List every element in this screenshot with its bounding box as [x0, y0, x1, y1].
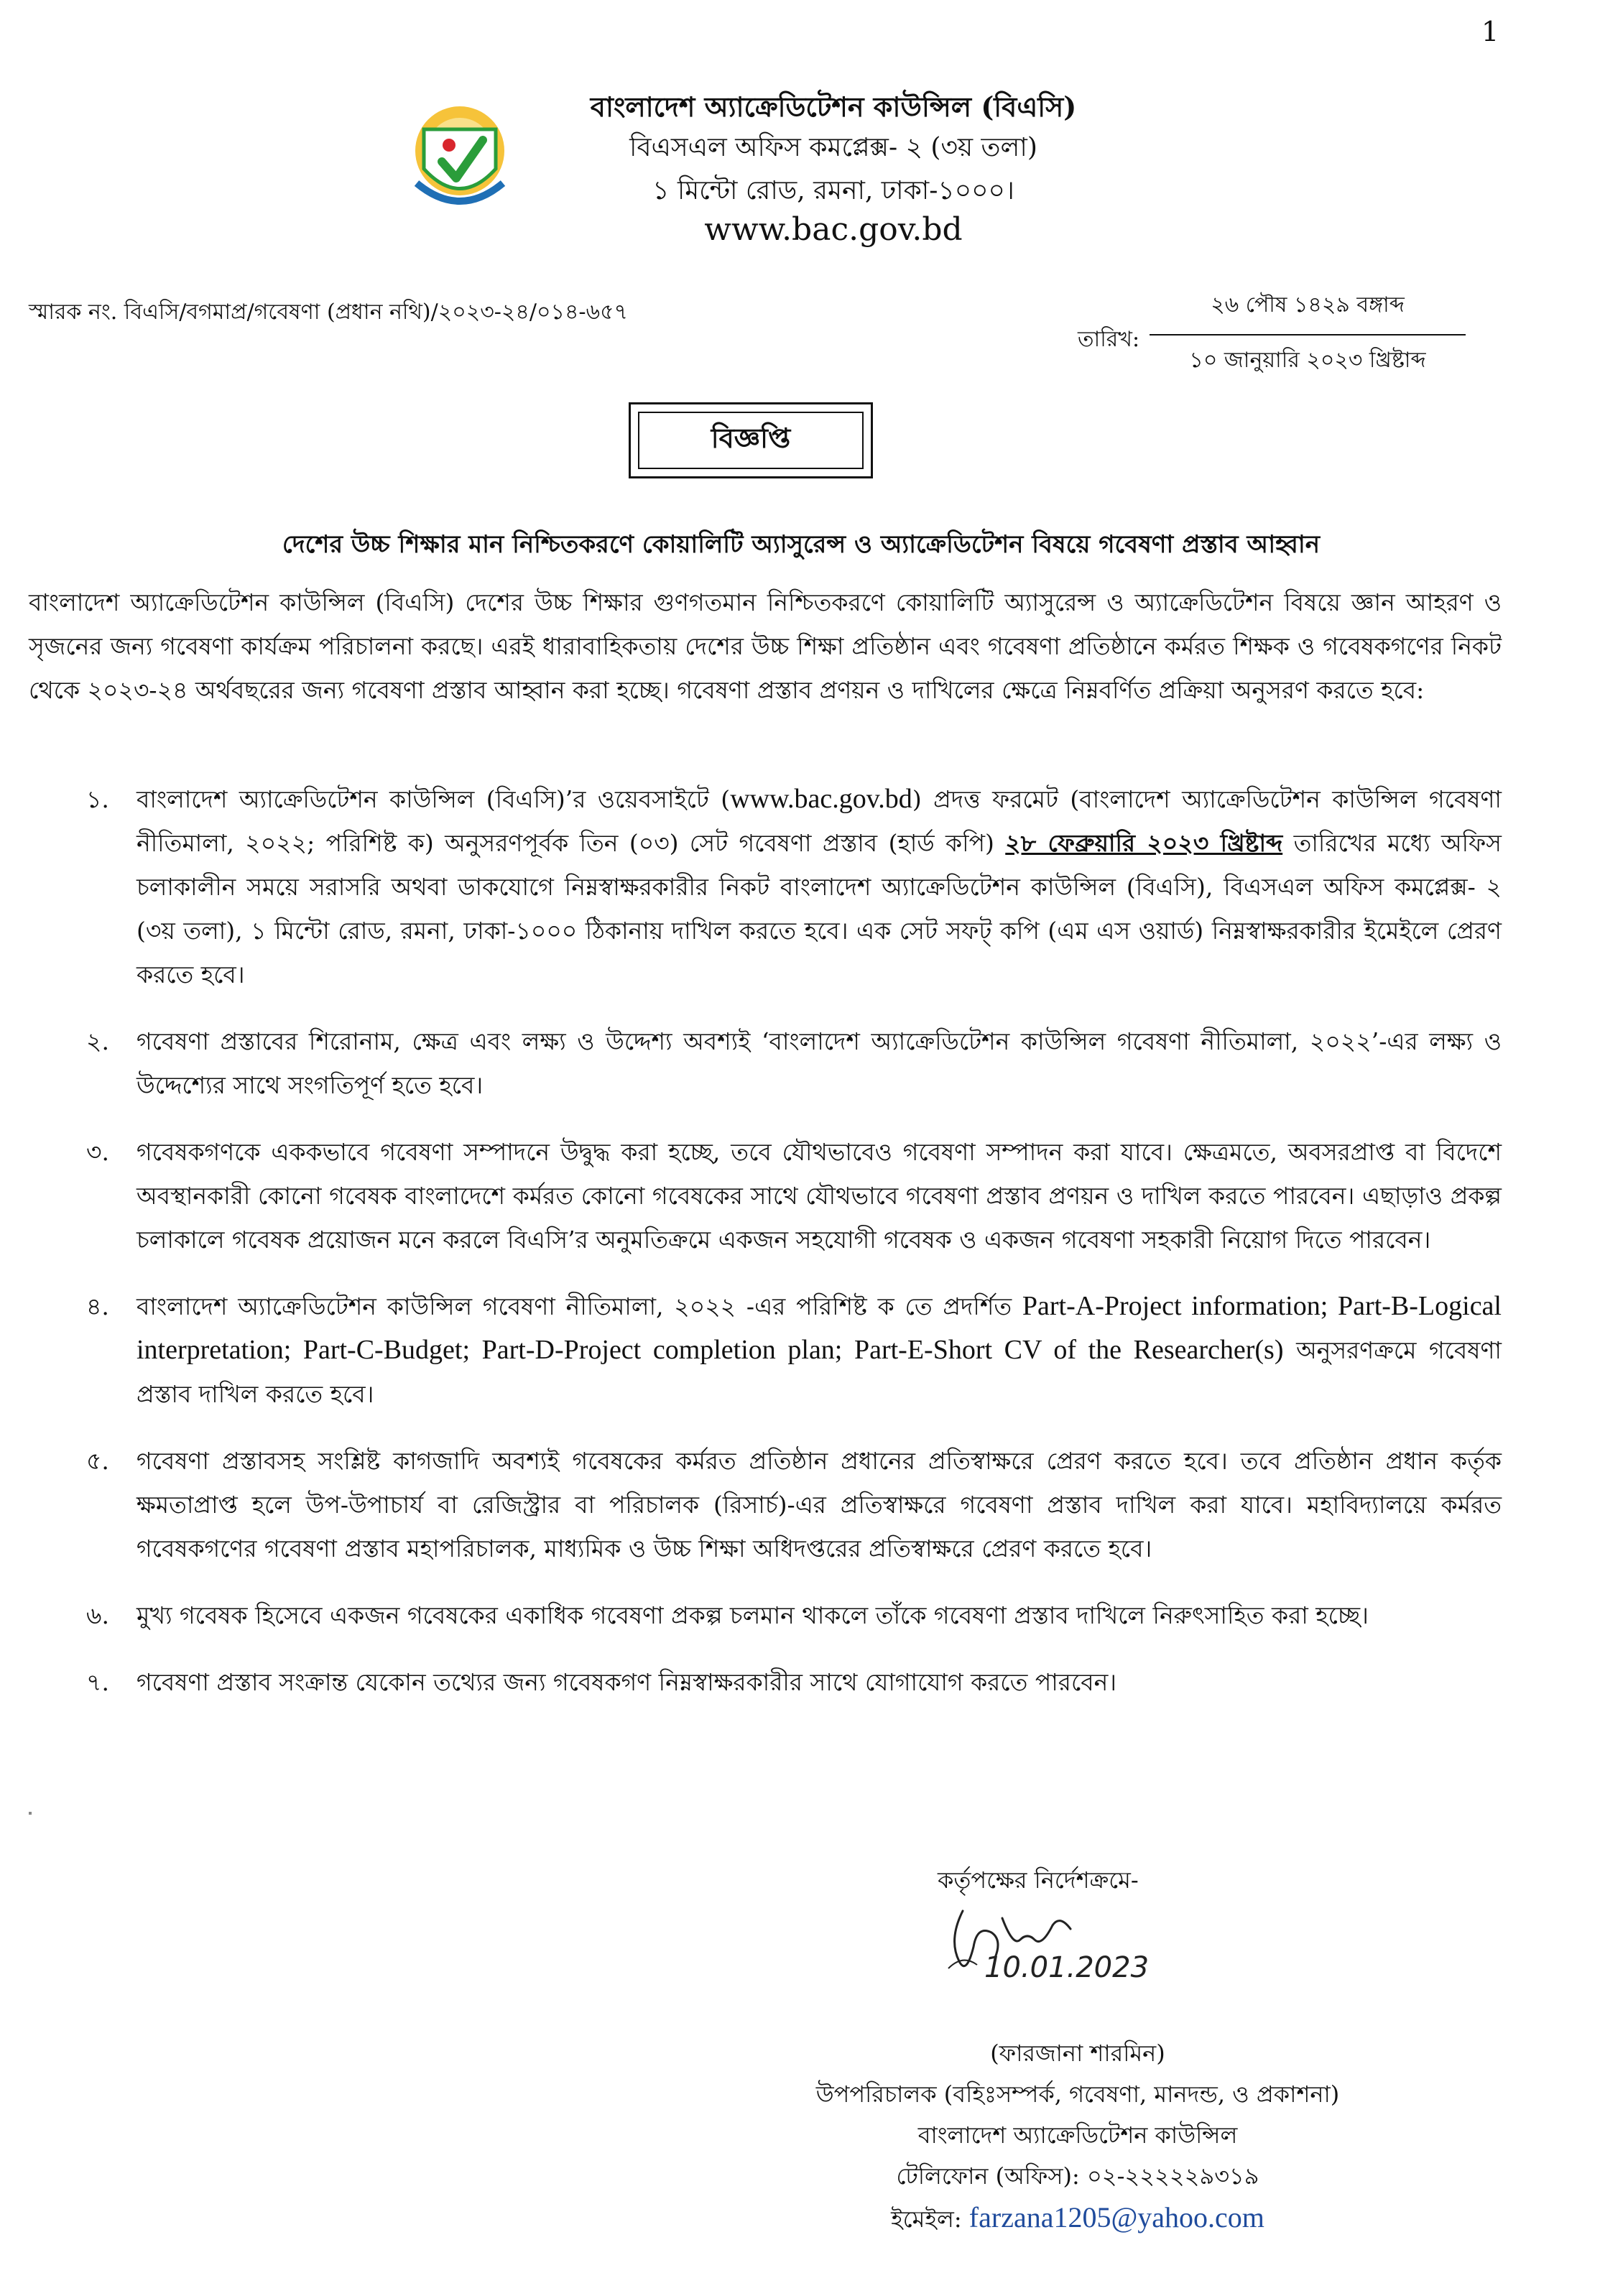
item-text: গবেষণা প্রস্তাব সংক্রান্ত যেকোন তথ্যের জন্য গবেষকগণ নিম্নস্বাক্ষরকারীর সাথে যোগাযোগ করতে পারবেন। — [137, 1668, 1117, 1696]
signatory-organization: বাংলাদেশ অ্যাক্রেডিটেশন কাউন্সিল — [917, 2121, 1238, 2149]
list-item — [29, 1593, 1502, 1637]
date-english: ১০ জানুয়ারি ২০২৩ খ্রিষ্টাব্দ — [1189, 348, 1426, 373]
notice-title-box — [629, 402, 873, 478]
email-label: ইমেইল: — [891, 2205, 969, 2233]
deadline-date: ২৮ ফেব্রুয়ারি ২০২৩ খ্রিষ্টাব্দ — [1005, 829, 1283, 857]
signatory-block — [718, 2033, 1437, 2240]
signatory-email-line — [718, 2197, 1437, 2240]
item-number: ৩. — [86, 1138, 109, 1166]
address-line-2: ১ মিন্টো রোড, রমনা, ঢাকা-১০০০। — [652, 176, 1014, 205]
item-text: মুখ্য গবেষক হিসেবে একজন গবেষকের একাধিক গবেষণা প্রকল্প চলমান থাকলে তাঁকে গবেষণা প্রস্তাব দাখিলে নিরুৎসাহিত করা হচ্ছে। — [137, 1601, 1369, 1629]
memo-number: স্মারক নং. বিএসি/বগমাপ্র/গবেষণা (প্রধান নথি)/২০২৩-২৪/০১৪-৬৫৭ — [29, 300, 629, 325]
stray-mark — [29, 1812, 32, 1815]
email-address[interactable]: farzana1205@yahoo.com — [968, 2201, 1264, 2233]
date-bangla: ২৬ পৌষ ১৪২৯ বঙ্গাব্দ — [1150, 287, 1466, 335]
handwritten-signature — [934, 1897, 1221, 1990]
authority-line: কর্তৃপক্ষের নির্দেশক্রমে- — [938, 1866, 1139, 1894]
item-number: ৫. — [86, 1447, 109, 1475]
item-text: গবেষণা প্রস্তাবসহ সংশ্লিষ্ট কাগজাদি অবশ্যই গবেষকের কর্মরত প্রতিষ্ঠান প্রধানের প্রতিস্বাক্ষরে প্রেরণ করতে হবে। তবে প্রতিষ্ঠান প্রধান কর্তৃক ক্ষমতাপ্রাপ্ত হলে উপ-উপাচার্য বা রেজিস্ট্রার বা পরিচালক (রিসার্চ)-এর প্রতিস্বাক্ষরে গবেষণা প্রস্তাব দাখিল করা যাবে। মহাবিদ্যালয়ে কর্মরত গবেষকগণের গবেষণা প্রস্তাব মহাপরিচালক, মাধ্যমিক ও উচ্চ শিক্ষা অধিদপ্তরের প্রতিস্বাক্ষরে প্রেরণ করতে হবে। — [137, 1447, 1502, 1563]
website-link: www.bac.gov.bd — [730, 784, 912, 814]
address-line-1: বিএসএল অফিস কমপ্লেক্স- ২ (৩য় তলা) — [629, 133, 1037, 162]
org-name: বাংলাদেশ অ্যাক্রেডিটেশন কাউন্সিল (বিএসি) — [590, 91, 1077, 123]
signatory-phone: টেলিফোন (অফিস): ০২-২২২২২৯৩১৯ — [896, 2162, 1259, 2190]
signatory-designation: উপপরিচালক (বহিঃসম্পর্ক, গবেষণা, মানদন্ড, ও প্রকাশনা) — [815, 2080, 1340, 2108]
item-text: বাংলাদেশ অ্যাক্রেডিটেশন কাউন্সিল (বিএসি)’র ওয়েবসাইটে ( — [137, 785, 731, 813]
list-item — [29, 1439, 1502, 1570]
proposal-parts: Part-A-Project information; Part-B-Logical interpretation; Part-C-Budget; Part-D-Project completion plan; Part-E-Short CV of the Researcher(s) — [137, 1291, 1502, 1365]
notice-title: বিজ্ঞপ্তি — [638, 412, 864, 469]
item-text: ) প্রদত্ত ফরমেট (বাংলাদেশ অ্যাক্রেডিটেশন কাউন্সিল গবেষণা নীতিমালা, ২০২২; পরিশিষ্ট ক) অনুসরণপূর্বক তিন (০৩) সেট গবেষণা প্রস্তাব (হার্ড কপি) — [137, 785, 1502, 857]
date-block — [1150, 287, 1466, 379]
item-text: গবেষণা প্রস্তাবের শিরোনাম, ক্ষেত্র এবং লক্ষ্য ও উদ্দেশ্য অবশ্যই ‘বাংলাদেশ অ্যাক্রেডিটেশন কাউন্সিল গবেষণা নীতিমালা, ২০২২’-এর লক্ষ্য ও উদ্দেশ্যের সাথে সংগতিপূর্ণ হতে হবে। — [137, 1027, 1502, 1099]
signatory-name: (ফারজানা শারমিন) — [990, 2040, 1165, 2067]
page-number: 1 — [1481, 16, 1499, 47]
item-number: ৬. — [86, 1601, 109, 1629]
list-item — [29, 1130, 1502, 1262]
subject-heading: দেশের উচ্চ শিক্ষার মান নিশ্চিতকরণে কোয়ালিটি অ্যাসুরেন্স ও অ্যাক্রেডিটেশন বিষয়ে গবেষণা প্রস্তাব আহ্বান — [282, 530, 1321, 559]
list-item — [29, 1019, 1502, 1107]
website: www.bac.gov.bd — [704, 211, 963, 248]
item-number: ৪. — [86, 1292, 109, 1320]
signature-date: 10.01.2023 — [984, 1951, 1150, 1984]
item-number: ২. — [86, 1027, 109, 1055]
item-text: বাংলাদেশ অ্যাক্রেডিটেশন কাউন্সিল গবেষণা নীতিমালা, ২০২২ -এর পরিশিষ্ট ক তে প্রদর্শিত — [137, 1292, 1022, 1320]
item-text: অনুসরণক্রমে গবেষণা প্রস্তাব দাখিল করতে হবে। — [137, 1336, 1502, 1408]
item-text: গবেষকগণকে এককভাবে গবেষণা সম্পাদনে উদ্বুদ্ধ করা হচ্ছে, তবে যৌথভাবেও গবেষণা সম্পাদন করা যাবে। ক্ষেত্রমতে, অবসরপ্রাপ্ত বা বিদেশে অবস্থানকারী কোনো গবেষক বাংলাদেশে কর্মরত কোনো গবেষকের সাথে যৌথভাবে গবেষণা প্রস্তাব প্রণয়ন ও দাখিল করতে পারবেন। এছাড়াও প্রকল্প চলাকালে গবেষক প্রয়োজন মনে করলে বিএসি’র অনুমতিক্রমে একজন সহযোগী গবেষক ও একজন গবেষণা সহকারী নিয়োগ দিতে পারবেন। — [137, 1138, 1502, 1254]
item-number: ৭. — [86, 1668, 109, 1696]
list-item — [29, 1660, 1502, 1704]
instruction-list — [29, 777, 1502, 1727]
item-text: তারিখের মধ্যে অফিস চলাকালীন সময়ে সরাসরি অথবা ডাকযোগে নিম্নস্বাক্ষরকারীর নিকট বাংলাদেশ অ্যাক্রেডিটেশন কাউন্সিল (বিএসি), বিএসএল অফিস কমপ্লেক্স- ২ (৩য় তলা), ১ মিন্টো রোড, রমনা, ঢাকা-১০০০ ঠিকানায় দাখিল করতে হবে। এক সেট সফট্ কপি (এম এস ওয়ার্ড) নিম্নস্বাক্ষরকারীর ইমেইলে প্রেরণ করতে হবে। — [137, 829, 1502, 989]
list-item — [29, 777, 1502, 996]
list-item — [29, 1284, 1502, 1416]
intro-paragraph: বাংলাদেশ অ্যাক্রেডিটেশন কাউন্সিল (বিএসি) দেশের উচ্চ শিক্ষার গুণগতমান নিশ্চিতকরণে কোয়ালিটি অ্যাসুরেন্স ও অ্যাক্রেডিটেশন বিষয়ে জ্ঞান আহরণ ও সৃজনের জন্য গবেষণা কার্যক্রম পরিচালনা করছে। এরই ধারাবাহিকতায় দেশের উচ্চ শিক্ষা প্রতিষ্ঠান এবং গবেষণা প্রতিষ্ঠানে কর্মরত শিক্ষক ও গবেষকগণের নিকট থেকে ২০২৩-২৪ অর্থবছরের জন্য গবেষণা প্রস্তাব আহ্বান করা হচ্ছে। গবেষণা প্রস্তাব প্রণয়ন ও দাখিলের ক্ষেত্রে নিম্নবর্ণিত প্রক্রিয়া অনুসরণ করতে হবে: — [29, 588, 1502, 704]
item-number: ১. — [86, 785, 109, 813]
date-label: তারিখ: — [1078, 327, 1140, 352]
